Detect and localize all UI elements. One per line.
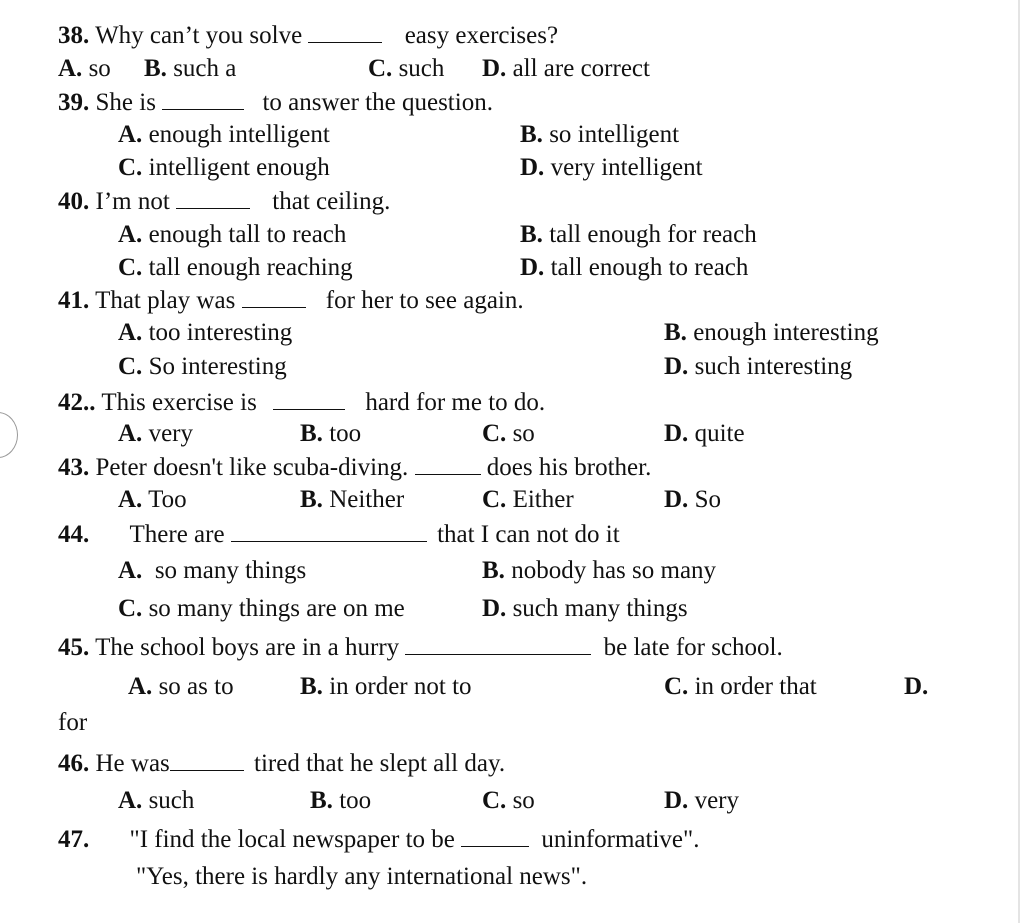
- option-c[interactable]: C. such: [368, 55, 445, 82]
- option-a[interactable]: A. such: [118, 787, 195, 814]
- option-c[interactable]: C. intelligent enough: [118, 154, 330, 181]
- option-b[interactable]: B. in order not to: [300, 673, 472, 700]
- option-b[interactable]: B. Neither: [300, 486, 405, 513]
- question-39: [58, 89, 493, 115]
- question-47: [58, 826, 699, 852]
- option-a[interactable]: A. enough tall to reach: [118, 221, 347, 248]
- answer-blank: [162, 89, 244, 110]
- option-c[interactable]: C. So interesting: [118, 353, 287, 380]
- question-number: 44.: [58, 521, 90, 548]
- question-44: [58, 521, 620, 547]
- option-d[interactable]: D. such many things: [482, 595, 688, 622]
- question-text-after: does his brother.: [486, 454, 652, 481]
- option-c[interactable]: C. in order that: [664, 673, 817, 700]
- option-c[interactable]: C. so: [482, 420, 535, 447]
- option-a[interactable]: A. very: [118, 420, 193, 447]
- question-text-before: I’m not: [95, 188, 170, 215]
- option-b[interactable]: B. tall enough for reach: [520, 221, 757, 248]
- option-a[interactable]: A. so as to: [128, 673, 234, 700]
- question-number: 46.: [58, 750, 90, 777]
- question-46: [58, 750, 505, 776]
- option-a[interactable]: A. so: [58, 55, 111, 82]
- question-text-after: easy exercises?: [404, 22, 559, 49]
- option-a[interactable]: A. so many things: [118, 557, 307, 584]
- question-text-after: uninformative".: [541, 826, 700, 853]
- question-text-before: Peter doesn't like scuba-diving.: [95, 454, 409, 481]
- question-43: [58, 454, 651, 480]
- question-40: [58, 188, 390, 214]
- answer-blank: [170, 750, 244, 771]
- question-text-after: tired that he slept all day.: [254, 750, 506, 777]
- question-41: [58, 287, 524, 313]
- option-d-text[interactable]: for: [58, 709, 88, 736]
- question-38: [58, 22, 558, 48]
- option-d[interactable]: D. very: [664, 787, 739, 814]
- answer-blank: [405, 634, 591, 655]
- option-d[interactable]: D. tall enough to reach: [520, 254, 749, 281]
- option-b[interactable]: B. nobody has so many: [482, 557, 717, 584]
- option-b[interactable]: B. enough interesting: [664, 319, 879, 346]
- answer-blank: [231, 521, 427, 542]
- question-text-after: that I can not do it: [437, 521, 620, 548]
- answer-blank: [461, 826, 529, 847]
- answer-blank: [242, 287, 306, 308]
- question-text-before: He was: [95, 750, 170, 777]
- option-c[interactable]: C. so: [482, 787, 535, 814]
- question-text-before: "I find the local newspaper to be: [129, 826, 455, 853]
- option-d-letter[interactable]: D.: [904, 673, 929, 700]
- question-42: [58, 389, 545, 415]
- question-45: [58, 634, 783, 660]
- question-text-before: Why can’t you solve: [95, 22, 303, 49]
- question-text-after: hard for me to do.: [365, 389, 546, 416]
- option-c[interactable]: C. Either: [482, 486, 574, 513]
- answer-blank: [308, 22, 382, 43]
- page-edge-divider: [1018, 0, 1020, 923]
- answer-blank: [415, 454, 481, 475]
- option-c[interactable]: C. so many things are on me: [118, 595, 405, 622]
- question-number: 39.: [58, 89, 90, 116]
- question-number: 43.: [58, 454, 90, 481]
- question-47-reply: "Yes, there is hardly any international news".: [136, 863, 588, 890]
- question-text-after: to answer the question.: [262, 89, 493, 116]
- answer-blank: [176, 188, 250, 209]
- question-number: 42..: [58, 389, 96, 416]
- question-text-before: That play was: [95, 287, 236, 314]
- question-text-before: There are: [129, 521, 225, 548]
- question-text-after: be late for school.: [603, 634, 783, 661]
- option-d[interactable]: D. So: [664, 486, 721, 513]
- option-b[interactable]: B. so intelligent: [520, 121, 680, 148]
- option-b[interactable]: B. such a: [144, 55, 237, 82]
- option-d[interactable]: D. very intelligent: [520, 154, 703, 181]
- question-number: 38.: [58, 22, 90, 49]
- answer-blank: [273, 389, 345, 410]
- option-d[interactable]: D. all are correct: [482, 55, 650, 82]
- option-b[interactable]: B. too: [310, 787, 372, 814]
- question-number: 40.: [58, 188, 90, 215]
- question-text-before: This exercise is: [101, 389, 257, 416]
- question-text-after: for her to see again.: [325, 287, 524, 314]
- question-number: 45.: [58, 634, 90, 661]
- margin-circle-mark: [0, 412, 18, 458]
- option-b[interactable]: B. too: [300, 420, 362, 447]
- question-number: 41.: [58, 287, 90, 314]
- question-number: 47.: [58, 826, 90, 853]
- option-d[interactable]: D. quite: [664, 420, 745, 447]
- option-c[interactable]: C. tall enough reaching: [118, 254, 353, 281]
- question-text-before: The school boys are in a hurry: [95, 634, 400, 661]
- question-text-after: that ceiling.: [272, 188, 391, 215]
- option-a[interactable]: A. Too: [118, 486, 187, 513]
- option-a[interactable]: A. enough intelligent: [118, 121, 330, 148]
- option-a[interactable]: A. too interesting: [118, 319, 293, 346]
- question-text-before: She is: [95, 89, 156, 116]
- option-d[interactable]: D. such interesting: [664, 353, 853, 380]
